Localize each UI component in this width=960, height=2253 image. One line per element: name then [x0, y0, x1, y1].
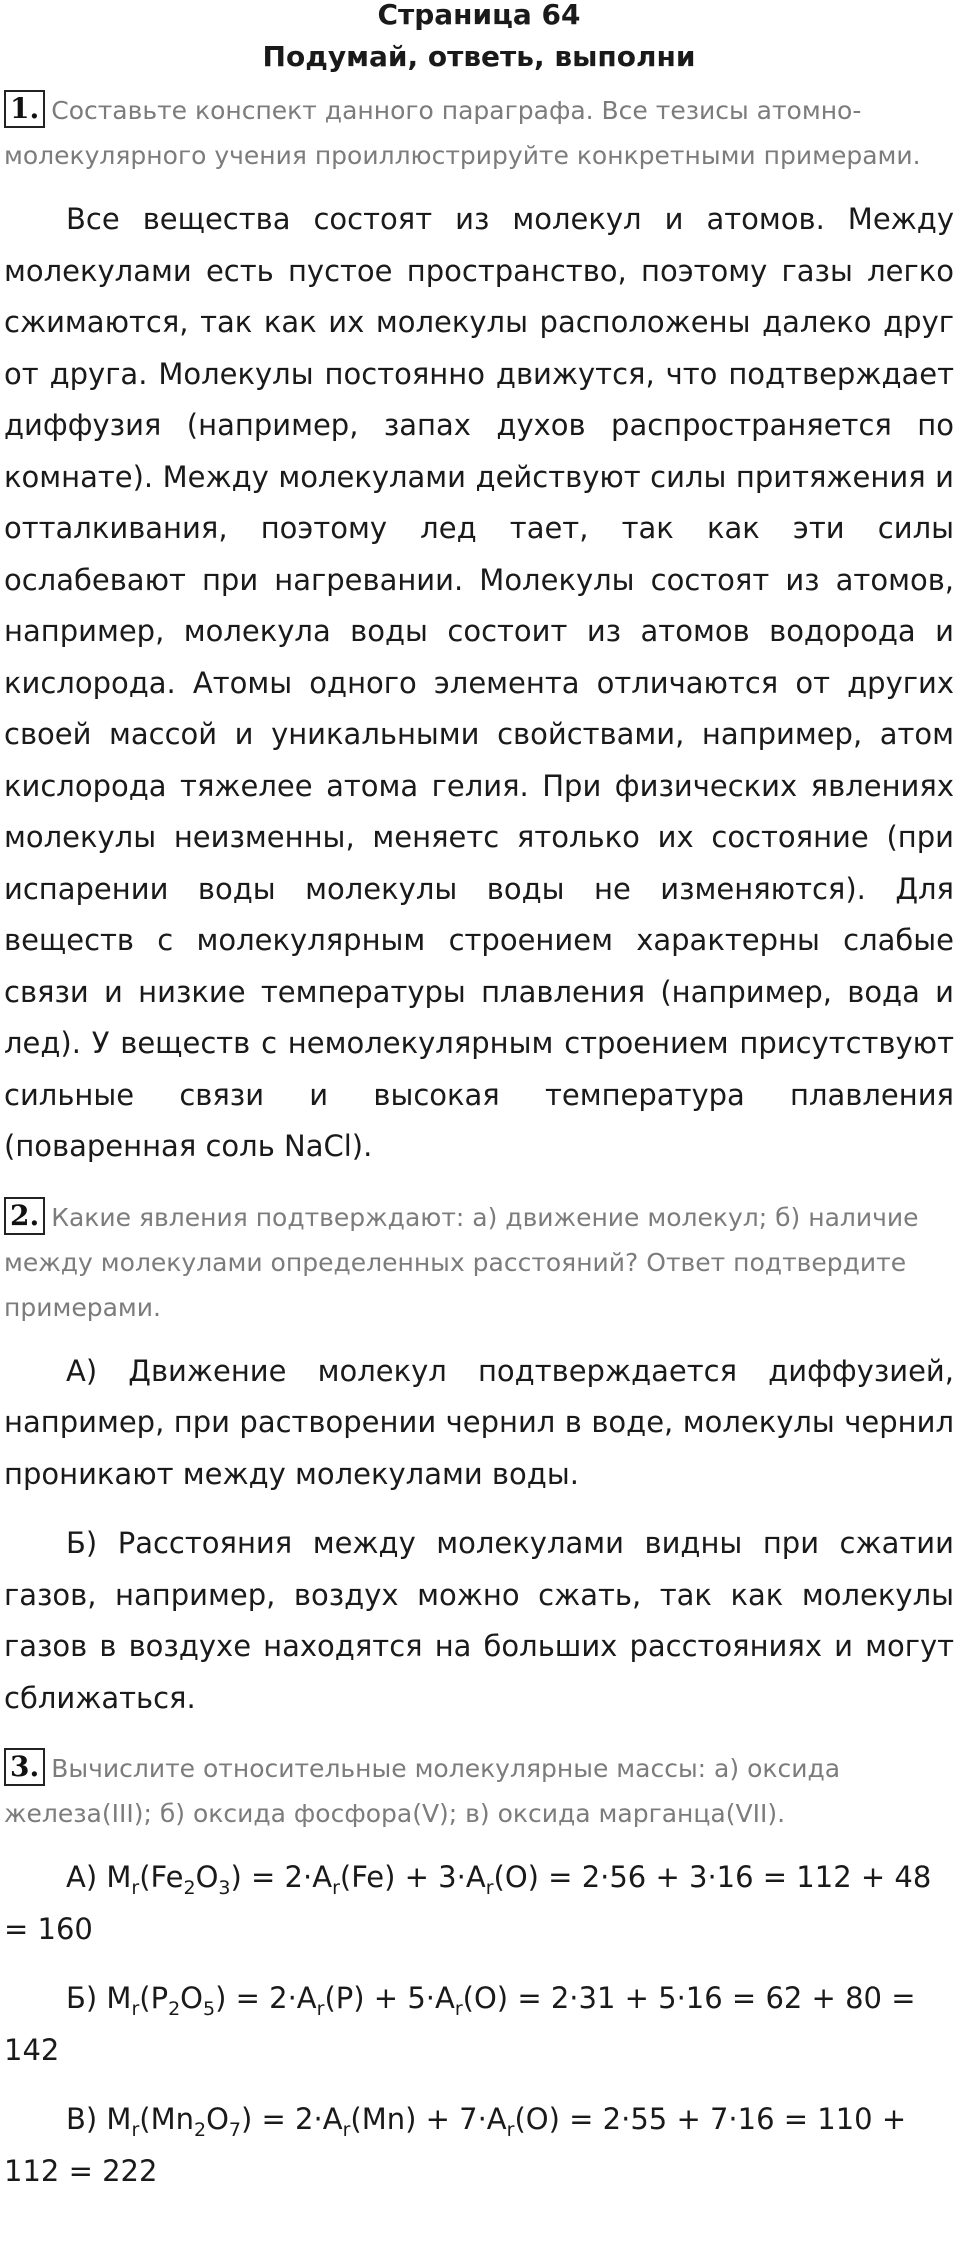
task-1-question — [4, 88, 954, 178]
section-title: Подумай, ответь, выполни — [262, 40, 696, 73]
task-1-question-text: Составьте конспект данного параграфа. Все тезисы атомно-молекулярного учения проиллюстрируйте конкретными примерами. — [4, 96, 921, 170]
task-3-formula-b: Б) $M_r(P_2O_5) = 2\cdot A_r(P) + 5\cdot A_r(O) = 2\cdot 31 + 5\cdot 16 = 62 + 80 = 142$ — [4, 1981, 916, 2067]
task-2-number: 2. — [4, 1197, 45, 1235]
task-2 — [4, 1195, 954, 1725]
task-1-number: 1. — [4, 90, 45, 128]
task-2-question — [4, 1195, 954, 1330]
task-3 — [4, 1746, 954, 2197]
task-3-question-text: Вычислите относительные молекулярные массы: а) оксида железа(III); б) оксида фосфора(V); в) оксида марганца(VII). — [4, 1754, 841, 1828]
task-3-number: 3. — [4, 1748, 45, 1786]
task-2-question-text: Какие явления подтверждают: а) движение молекул; б) наличие между молекулами определенных расстояний? Ответ подтвердите примерами. — [4, 1202, 919, 1322]
task-2-answer-a: А) Движение молекул подтверждается диффузией, например, при растворении чернил в воде, молекулы чернил проникают между молекулами воды. — [4, 1353, 954, 1491]
page-number: Страница 64 — [377, 0, 581, 31]
task-1-answer: Все вещества состоят из молекул и атомов. Между молекулами есть пустое пространство, поэтому газы легко сжимаются, так как их молекулы расположены далеко друг от друга. Молекулы постоянно движутся, что подтверждает диффузия (например, запах духов распространяется по комнате). Между молекулами действуют силы притяжения и отталкивания, поэтому лед тает, так как эти силы ослабевают при нагревании. Молекулы состоят из атомов, например, молекула воды состоит из атомов водорода и кислорода. Атомы одного элемента отличаются от других своей массой и уникальными свойствами, например, атом кислорода тяжелее атома гелия. При физических явлениях молекулы неизменны, меняетс ятолько их состояние (при испарении воды молекулы воды не изменяются). Для веществ с молекулярным строением характерны слабые связи и низкие температуры плавления (например, вода и лед). У веществ с немолекулярным строением присутствуют сильные связи и высокая температура плавления (поваренная соль NaCl). — [4, 202, 954, 1163]
task-3-formula-c: В) $M_r(Mn_2O_7) = 2\cdot A_r(Mn) + 7\cdot A_r(O) = 2\cdot 55 + 7\cdot 16 = 110 + 112 = 222$ — [4, 2102, 907, 2188]
task-3-question — [4, 1746, 954, 1836]
task-1 — [4, 88, 954, 1173]
task-3-formula-a: А) $M_r(Fe_2O_3) = 2\cdot A_r(Fe) + 3\cdot A_r(O) = 2\cdot 56 + 3\cdot 16 = 112 + 48 = 160$ — [4, 1860, 932, 1946]
task-2-answer-b: Б) Расстояния между молекулами видны при сжатии газов, например, воздух можно сжать, так как молекулы газов в воздухе находятся на больших расстояниях и могут сближаться. — [4, 1526, 954, 1715]
